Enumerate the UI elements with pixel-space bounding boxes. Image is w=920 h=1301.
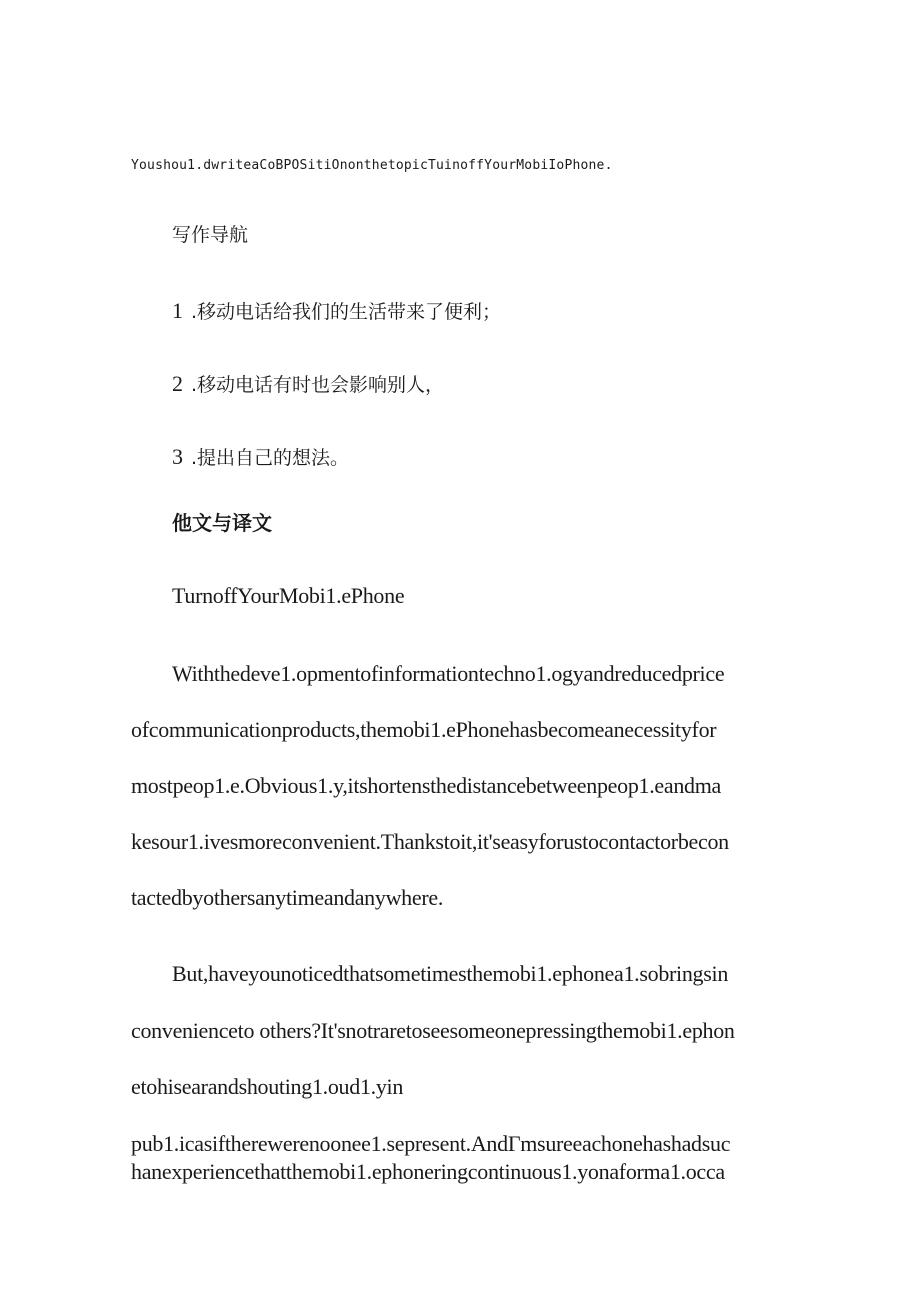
paragraph1-line-3: mostpeop1.e.Obvious1.y,itshortensthedistancebetweenpeop1.eandma [131, 773, 722, 798]
paragraph2-line-1: But,haveyounoticedthatsometimesthemobi1.ephonea1.sobringsin [172, 961, 729, 986]
essay-heading: 他文与译文 [172, 511, 272, 535]
paragraph2-line-2: convenienceto others?It'snotraretoseesomeonepressingthemobi1.ephon [131, 1018, 735, 1043]
guide-item-number: 3 [172, 444, 183, 469]
guide-item-text: .提出自己的想法。 [191, 447, 350, 469]
instruction-line: Youshou1.dwriteaCoBPOSitiOnonthetopicTuinoffYourMobiIoPhone. [131, 158, 613, 173]
paragraph1-line-5: tactedbyothersanytimeandanywhere. [131, 885, 444, 910]
paragraph2-line-4: pub1.icasiftherewerenoonee1.sepresent.AndΓmsureeachonehashadsuc [131, 1131, 731, 1156]
paragraph2-line-5: hanexperiencethatthemobi1.ephoneringcontinuous1.yonaforma1.occa [131, 1159, 725, 1184]
guide-item-3 [172, 443, 349, 470]
paragraph2-line-3: etohisearandshouting1.oud1.yin [131, 1074, 404, 1099]
guide-item-text: .移动电话给我们的生活带来了便利； [191, 301, 502, 323]
paragraph1-line-2: ofcommunicationproducts,themobi1.ePhonehasbecomeanecessityfor [131, 717, 717, 742]
paragraph1-line-1: Withthedeve1.opmentofinformationtechno1.ogyandreducedprice [172, 661, 725, 686]
paragraph1-line-4: kesour1.ivesmoreconvenient.Thankstoit,it'seasyforustocontactorbecon [131, 829, 729, 854]
guide-item-1 [172, 297, 501, 324]
guide-heading: 写作导航 [172, 224, 249, 246]
guide-item-number: 2 [172, 371, 183, 396]
guide-item-number: 1 [172, 298, 183, 323]
guide-item-2 [172, 370, 444, 397]
essay-title: TurnoffYourMobi1.ePhone [172, 583, 405, 608]
guide-item-text: .移动电话有时也会影响别人， [191, 374, 445, 396]
